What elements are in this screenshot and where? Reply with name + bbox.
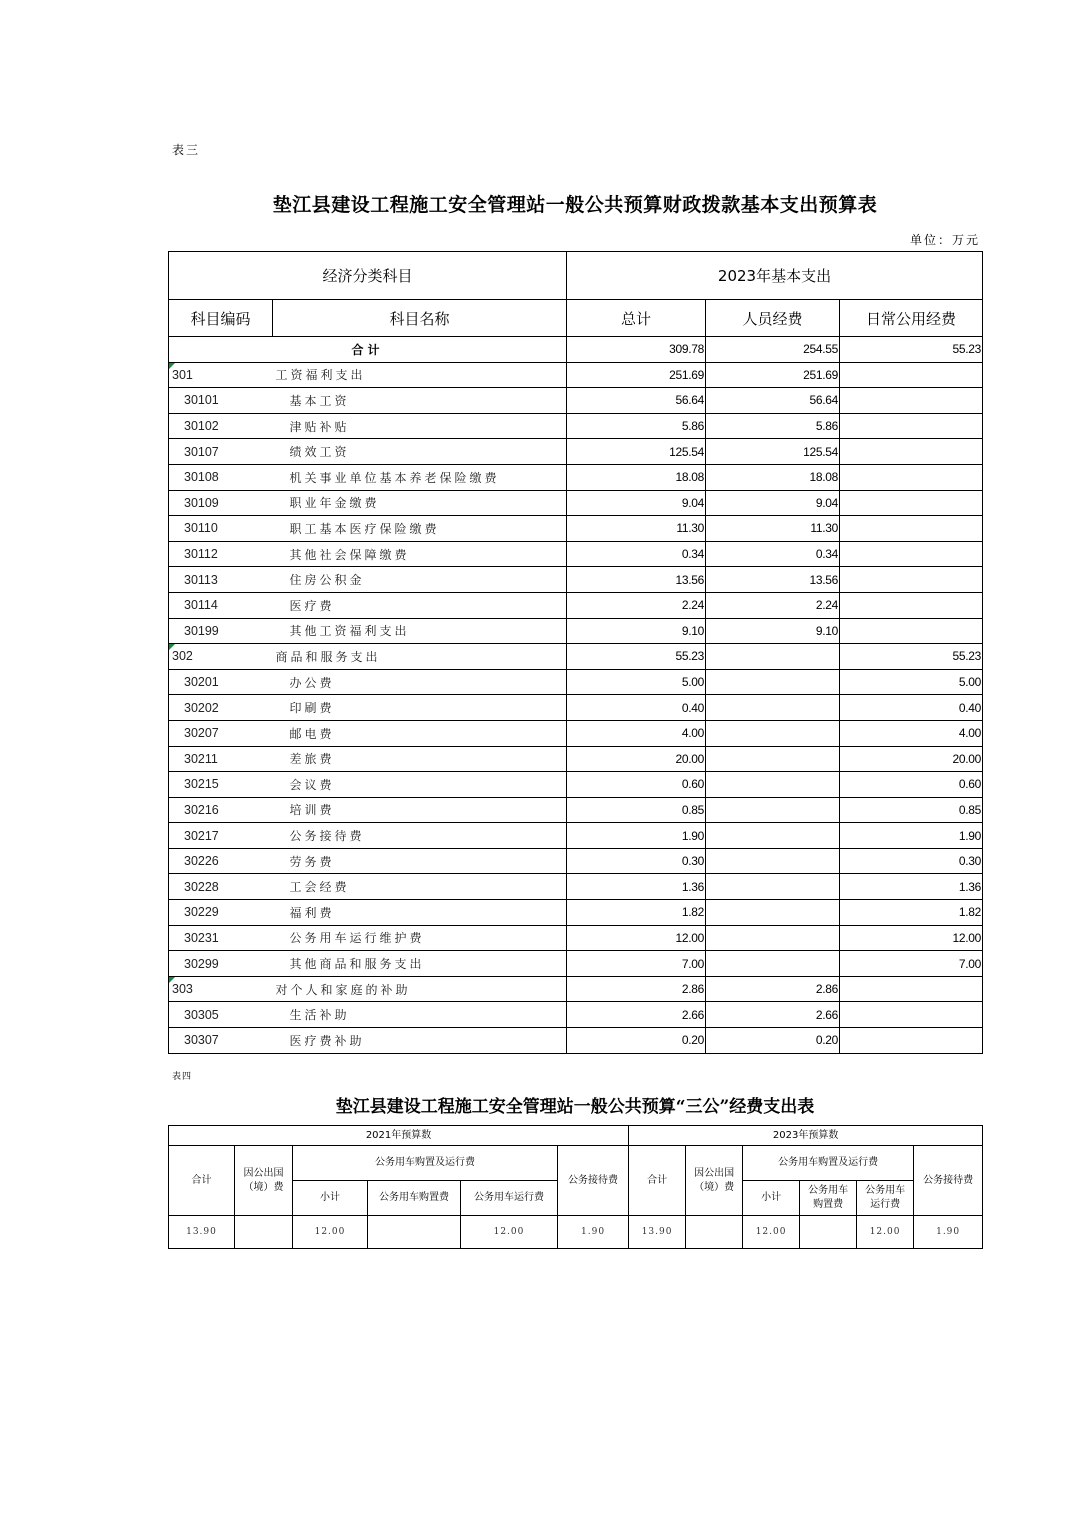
row-public	[840, 490, 983, 516]
table-row	[169, 413, 983, 439]
cell-marker-icon	[169, 644, 175, 650]
row-public: 5.00	[840, 669, 983, 695]
row-personnel	[706, 644, 840, 670]
row-personnel	[706, 797, 840, 823]
row-total: 0.20	[567, 1028, 706, 1054]
row-personnel	[706, 951, 840, 977]
h-abroad-2021: 因公出国 （境）费	[235, 1146, 293, 1216]
row-personnel: 2.24	[706, 592, 840, 618]
h-operation-2023: 公务用车 运行费	[857, 1181, 914, 1216]
v-abroad-2023	[686, 1216, 743, 1249]
row-personnel: 18.08	[706, 464, 840, 490]
row-personnel	[706, 925, 840, 951]
row-name: 印刷费	[273, 695, 567, 721]
h-purchase-2021: 公务用车购置费	[368, 1181, 461, 1216]
total-total: 309.78	[567, 337, 706, 363]
table-row	[169, 388, 983, 414]
row-name: 对个人和家庭的补助	[273, 976, 567, 1002]
row-personnel: 5.86	[706, 413, 840, 439]
table-row	[169, 618, 983, 644]
row-code: 30299	[169, 951, 273, 977]
header-personnel: 人员经费	[706, 300, 840, 337]
h-subtotal-2023: 小计	[743, 1181, 800, 1216]
row-code: 30211	[169, 746, 273, 772]
row-code: 30112	[169, 541, 273, 567]
row-total: 13.56	[567, 567, 706, 593]
row-public: 0.30	[840, 848, 983, 874]
v-subtotal-2021: 12.00	[293, 1216, 368, 1249]
row-public	[840, 1002, 983, 1028]
row-name: 会议费	[273, 772, 567, 798]
table-row	[169, 746, 983, 772]
section-title: 垫江县建设工程施工安全管理站一般公共预算“三公”经费支出表	[335, 1097, 815, 1117]
h-reception-2021: 公务接待费	[558, 1146, 629, 1216]
table-row	[169, 669, 983, 695]
row-public	[840, 567, 983, 593]
table-row	[169, 439, 983, 465]
row-name: 职业年金缴费	[273, 490, 567, 516]
row-code: 30107	[169, 439, 273, 465]
row-public: 1.90	[840, 823, 983, 849]
row-code: 30215	[169, 772, 273, 798]
row-code: 30207	[169, 720, 273, 746]
header-basic-2023: 2023年基本支出	[567, 252, 983, 300]
row-public	[840, 388, 983, 414]
row-personnel: 0.20	[706, 1028, 840, 1054]
table-label-2: 表四	[172, 1072, 193, 1082]
header-public: 日常公用经费	[840, 300, 983, 337]
row-public	[840, 618, 983, 644]
total-label: 合计	[169, 337, 567, 363]
row-total: 125.54	[567, 439, 706, 465]
row-public: 4.00	[840, 720, 983, 746]
row-public: 55.23	[840, 644, 983, 670]
row-personnel: 0.34	[706, 541, 840, 567]
row-personnel	[706, 746, 840, 772]
v-purchase-2023	[800, 1216, 857, 1249]
row-code: 30202	[169, 695, 273, 721]
row-total: 0.85	[567, 797, 706, 823]
h-purchase-2023: 公务用车 购置费	[800, 1181, 857, 1216]
row-total: 2.86	[567, 976, 706, 1002]
v-reception-2023: 1.90	[914, 1216, 983, 1249]
row-public	[840, 439, 983, 465]
row-name: 生活补助	[273, 1002, 567, 1028]
row-total: 55.23	[567, 644, 706, 670]
row-personnel	[706, 900, 840, 926]
row-personnel	[706, 823, 840, 849]
row-code: 30226	[169, 848, 273, 874]
header-name: 科目名称	[273, 300, 567, 337]
v-total-2023: 13.90	[629, 1216, 686, 1249]
h-total-2023: 合计	[629, 1146, 686, 1216]
row-total: 5.00	[567, 669, 706, 695]
group-2021: 2021年预算数	[169, 1126, 629, 1146]
row-public	[840, 1028, 983, 1054]
table-row	[169, 362, 983, 388]
row-public	[840, 413, 983, 439]
table-row	[169, 516, 983, 542]
row-personnel: 9.04	[706, 490, 840, 516]
row-code: 30216	[169, 797, 273, 823]
v-purchase-2021	[368, 1216, 461, 1249]
row-name: 福利费	[273, 900, 567, 926]
row-public: 7.00	[840, 951, 983, 977]
row-name: 差旅费	[273, 746, 567, 772]
page-title: 垫江县建设工程施工安全管理站一般公共预算财政拨款基本支出预算表	[272, 194, 878, 216]
row-name: 邮电费	[273, 720, 567, 746]
row-name: 其他社会保障缴费	[273, 541, 567, 567]
row-name: 商品和服务支出	[273, 644, 567, 670]
row-total: 2.24	[567, 592, 706, 618]
row-code-text: 302	[172, 649, 193, 664]
three-public-table	[168, 1125, 983, 1249]
row-total: 56.64	[567, 388, 706, 414]
row-code: 30199	[169, 618, 273, 644]
table-row	[169, 951, 983, 977]
row-total: 0.30	[567, 848, 706, 874]
row-name: 其他工资福利支出	[273, 618, 567, 644]
row-total: 18.08	[567, 464, 706, 490]
row-code: 30229	[169, 900, 273, 926]
row-code	[169, 976, 273, 1002]
table-row	[169, 490, 983, 516]
row-total: 12.00	[567, 925, 706, 951]
row-code: 30101	[169, 388, 273, 414]
row-code-text: 301	[172, 367, 193, 382]
table-row	[169, 567, 983, 593]
row-name: 住房公积金	[273, 567, 567, 593]
table-row	[169, 695, 983, 721]
row-code: 30305	[169, 1002, 273, 1028]
row-public: 0.40	[840, 695, 983, 721]
row-personnel: 9.10	[706, 618, 840, 644]
row-name: 公务接待费	[273, 823, 567, 849]
row-name: 绩效工资	[273, 439, 567, 465]
row-personnel: 251.69	[706, 362, 840, 388]
row-code: 30110	[169, 516, 273, 542]
row-personnel: 2.66	[706, 1002, 840, 1028]
row-code	[169, 362, 273, 388]
unit-label: 单位：万元	[909, 233, 980, 247]
table-row	[169, 772, 983, 798]
h-subtotal-2021: 小计	[293, 1181, 368, 1216]
h-abroad-2023: 因公出国 （境）费	[686, 1146, 743, 1216]
row-personnel	[706, 669, 840, 695]
row-total: 9.10	[567, 618, 706, 644]
row-total: 9.04	[567, 490, 706, 516]
v-abroad-2021	[235, 1216, 293, 1249]
row-code: 30228	[169, 874, 273, 900]
row-total: 4.00	[567, 720, 706, 746]
header-econ-class: 经济分类科目	[169, 252, 567, 300]
row-public: 0.60	[840, 772, 983, 798]
row-name: 工会经费	[273, 874, 567, 900]
row-code-text: 303	[172, 982, 193, 997]
table-row	[169, 823, 983, 849]
row-personnel: 2.86	[706, 976, 840, 1002]
row-personnel: 56.64	[706, 388, 840, 414]
table-row	[169, 1028, 983, 1054]
row-name: 公务用车运行维护费	[273, 925, 567, 951]
row-name: 工资福利支出	[273, 362, 567, 388]
table-row	[169, 900, 983, 926]
table-row	[169, 541, 983, 567]
row-personnel: 13.56	[706, 567, 840, 593]
v-reception-2021: 1.90	[558, 1216, 629, 1249]
row-public	[840, 541, 983, 567]
row-code: 30108	[169, 464, 273, 490]
table-row	[169, 925, 983, 951]
table-row	[169, 644, 983, 670]
row-public	[840, 976, 983, 1002]
row-personnel	[706, 720, 840, 746]
table-row	[169, 720, 983, 746]
row-name: 职工基本医疗保险缴费	[273, 516, 567, 542]
total-personnel: 254.55	[706, 337, 840, 363]
row-total: 7.00	[567, 951, 706, 977]
row-total: 0.60	[567, 772, 706, 798]
h-reception-2023: 公务接待费	[914, 1146, 983, 1216]
row-public	[840, 464, 983, 490]
row-total: 20.00	[567, 746, 706, 772]
h-operation-2021: 公务用车运行费	[461, 1181, 558, 1216]
v-subtotal-2023: 12.00	[743, 1216, 800, 1249]
table-row	[169, 464, 983, 490]
row-public	[840, 516, 983, 542]
row-total: 0.40	[567, 695, 706, 721]
row-total: 1.90	[567, 823, 706, 849]
row-public	[840, 592, 983, 618]
table-row	[169, 848, 983, 874]
basic-expenditure-table	[168, 251, 983, 1054]
row-name: 其他商品和服务支出	[273, 951, 567, 977]
row-public	[840, 362, 983, 388]
row-code: 30201	[169, 669, 273, 695]
table-row	[169, 1002, 983, 1028]
row-total: 1.82	[567, 900, 706, 926]
row-total: 0.34	[567, 541, 706, 567]
row-personnel	[706, 848, 840, 874]
table-label: 表三	[172, 143, 201, 157]
row-code: 30307	[169, 1028, 273, 1054]
row-public: 1.82	[840, 900, 983, 926]
row-name: 培训费	[273, 797, 567, 823]
row-name: 津贴补贴	[273, 413, 567, 439]
row-code	[169, 644, 273, 670]
row-public: 12.00	[840, 925, 983, 951]
h-total-2021: 合计	[169, 1146, 235, 1216]
v-operation-2023: 12.00	[857, 1216, 914, 1249]
row-total: 11.30	[567, 516, 706, 542]
total-public: 55.23	[840, 337, 983, 363]
row-code: 30114	[169, 592, 273, 618]
row-name: 医疗费补助	[273, 1028, 567, 1054]
table-row	[169, 976, 983, 1002]
row-code: 30231	[169, 925, 273, 951]
row-personnel: 125.54	[706, 439, 840, 465]
v-operation-2021: 12.00	[461, 1216, 558, 1249]
row-total: 251.69	[567, 362, 706, 388]
row-total: 2.66	[567, 1002, 706, 1028]
cell-marker-icon	[169, 363, 175, 369]
header-code: 科目编码	[169, 300, 273, 337]
row-code: 30102	[169, 413, 273, 439]
row-personnel	[706, 874, 840, 900]
h-vehicle-2021: 公务用车购置及运行费	[293, 1146, 558, 1181]
row-public: 1.36	[840, 874, 983, 900]
row-name: 机关事业单位基本养老保险缴费	[273, 464, 567, 490]
table-row	[169, 874, 983, 900]
row-name: 基本工资	[273, 388, 567, 414]
group-2023: 2023年预算数	[629, 1126, 983, 1146]
h-vehicle-2023: 公务用车购置及运行费	[743, 1146, 914, 1181]
cell-marker-icon	[169, 977, 175, 983]
row-name: 办公费	[273, 669, 567, 695]
row-name: 医疗费	[273, 592, 567, 618]
row-total: 5.86	[567, 413, 706, 439]
row-public: 20.00	[840, 746, 983, 772]
header-total: 总计	[567, 300, 706, 337]
row-total: 1.36	[567, 874, 706, 900]
row-personnel	[706, 695, 840, 721]
row-personnel	[706, 772, 840, 798]
row-code: 30113	[169, 567, 273, 593]
row-code: 30109	[169, 490, 273, 516]
table-row	[169, 797, 983, 823]
v-total-2021: 13.90	[169, 1216, 235, 1249]
table-row	[169, 592, 983, 618]
row-code: 30217	[169, 823, 273, 849]
row-public: 0.85	[840, 797, 983, 823]
total-row	[169, 337, 983, 363]
row-name: 劳务费	[273, 848, 567, 874]
row-personnel: 11.30	[706, 516, 840, 542]
values-row	[169, 1216, 983, 1249]
